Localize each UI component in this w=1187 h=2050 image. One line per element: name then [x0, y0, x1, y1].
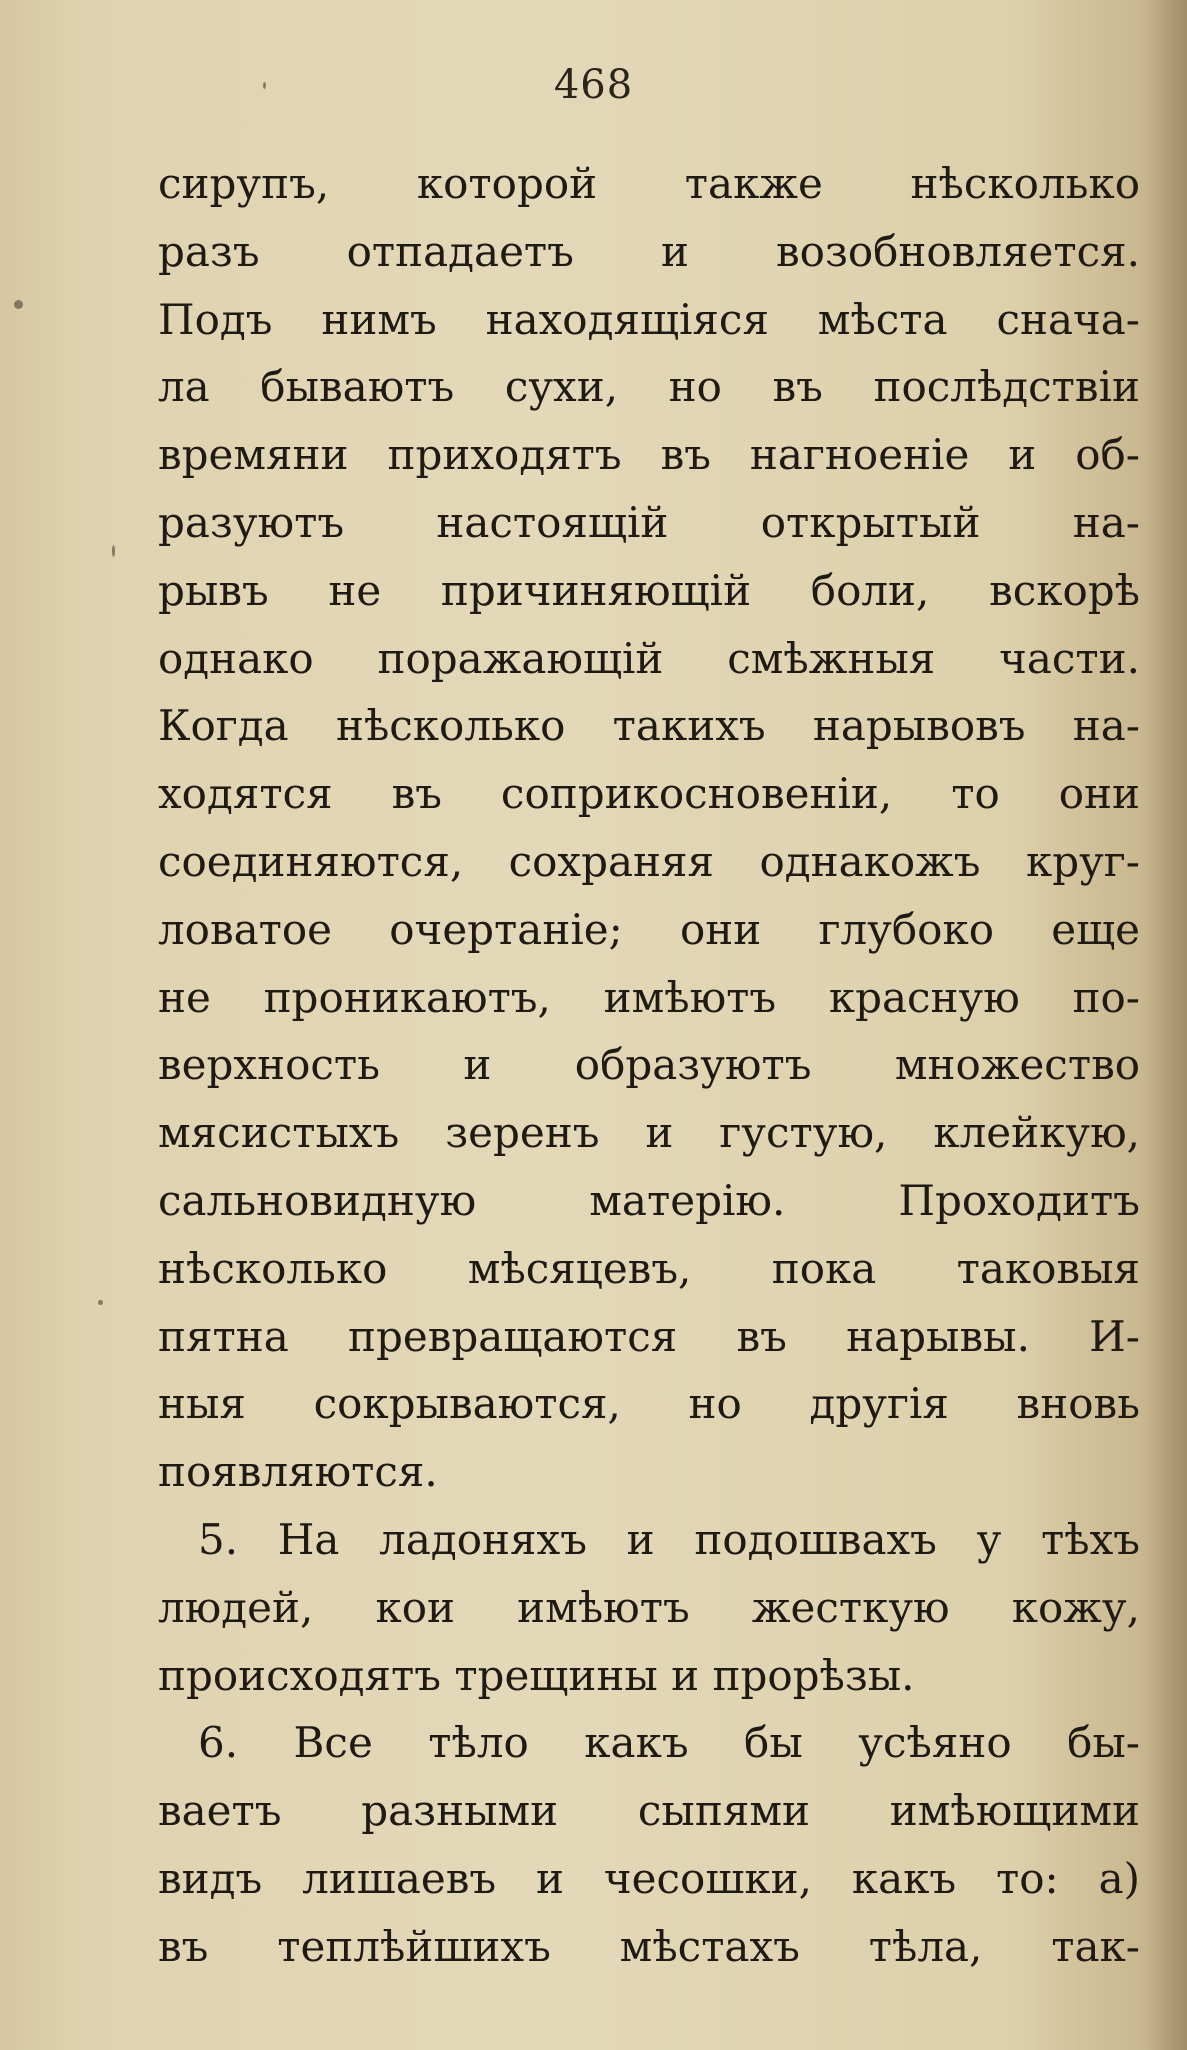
text-line: однако поражающій смѣжныя части. [158, 633, 1140, 683]
ink-speck [263, 82, 266, 89]
text-line: сальновидную матерію. Проходитъ [158, 1175, 1140, 1225]
text-line: ходятся въ соприкосновеніи, то они [158, 769, 1140, 819]
text-line: появляются. [158, 1447, 438, 1497]
body-text [158, 150, 1140, 1981]
text-line: пятна превращаются въ нарывы. И- [158, 1311, 1140, 1361]
text-line: ла бываютъ сухи, но въ послѣдствіи [158, 362, 1140, 412]
text-line: ныя сокрываются, но другія вновь [158, 1379, 1140, 1429]
ink-speck [112, 545, 115, 557]
ink-speck [98, 1300, 103, 1305]
text-line: разъ отпадаетъ и возобновляется. [158, 226, 1140, 276]
text-line: 5. На ладоняхъ и подошвахъ у тѣхъ [198, 1514, 1140, 1564]
text-line: верхность и образуютъ множество [158, 1040, 1140, 1090]
text-line: ваетъ разными сыпями имѣющими [158, 1786, 1140, 1836]
ink-speck [14, 300, 23, 309]
text-line: въ теплѣйшихъ мѣстахъ тѣла, так- [158, 1921, 1140, 1971]
text-line: разуютъ настоящій открытый на- [158, 497, 1140, 547]
text-line: ловатое очертаніе; они глубоко еще [158, 904, 1140, 954]
text-line: времяни приходятъ въ нагноеніе и об- [158, 430, 1140, 480]
text-line: не проникаютъ, имѣютъ красную по- [158, 972, 1140, 1022]
text-line: людей, кои имѣютъ жесткую кожу, [158, 1582, 1140, 1632]
text-line: соединяются, сохраняя однакожъ круг- [158, 836, 1140, 886]
text-line: нѣсколько мѣсяцевъ, пока таковыя [158, 1243, 1140, 1293]
text-line: сирупъ, которой также нѣсколько [158, 159, 1140, 208]
text-line: происходятъ трещины и прорѣзы. [158, 1650, 915, 1700]
page-number: 468 [553, 62, 634, 108]
text-line: Когда нѣсколько такихъ нарывовъ на- [158, 701, 1140, 751]
page-edge-shadow [1147, 0, 1187, 2050]
text-line: видъ лишаевъ и чесошки, какъ то: а) [158, 1853, 1140, 1903]
text-line: 6. Все тѣло какъ бы усѣяно бы- [198, 1718, 1140, 1768]
text-line: рывъ не причиняющій боли, вскорѣ [158, 565, 1140, 615]
text-line: Подъ нимъ находящіяся мѣста снача- [158, 294, 1140, 344]
text-line: мясистыхъ зеренъ и густую, клейкую, [158, 1108, 1140, 1158]
